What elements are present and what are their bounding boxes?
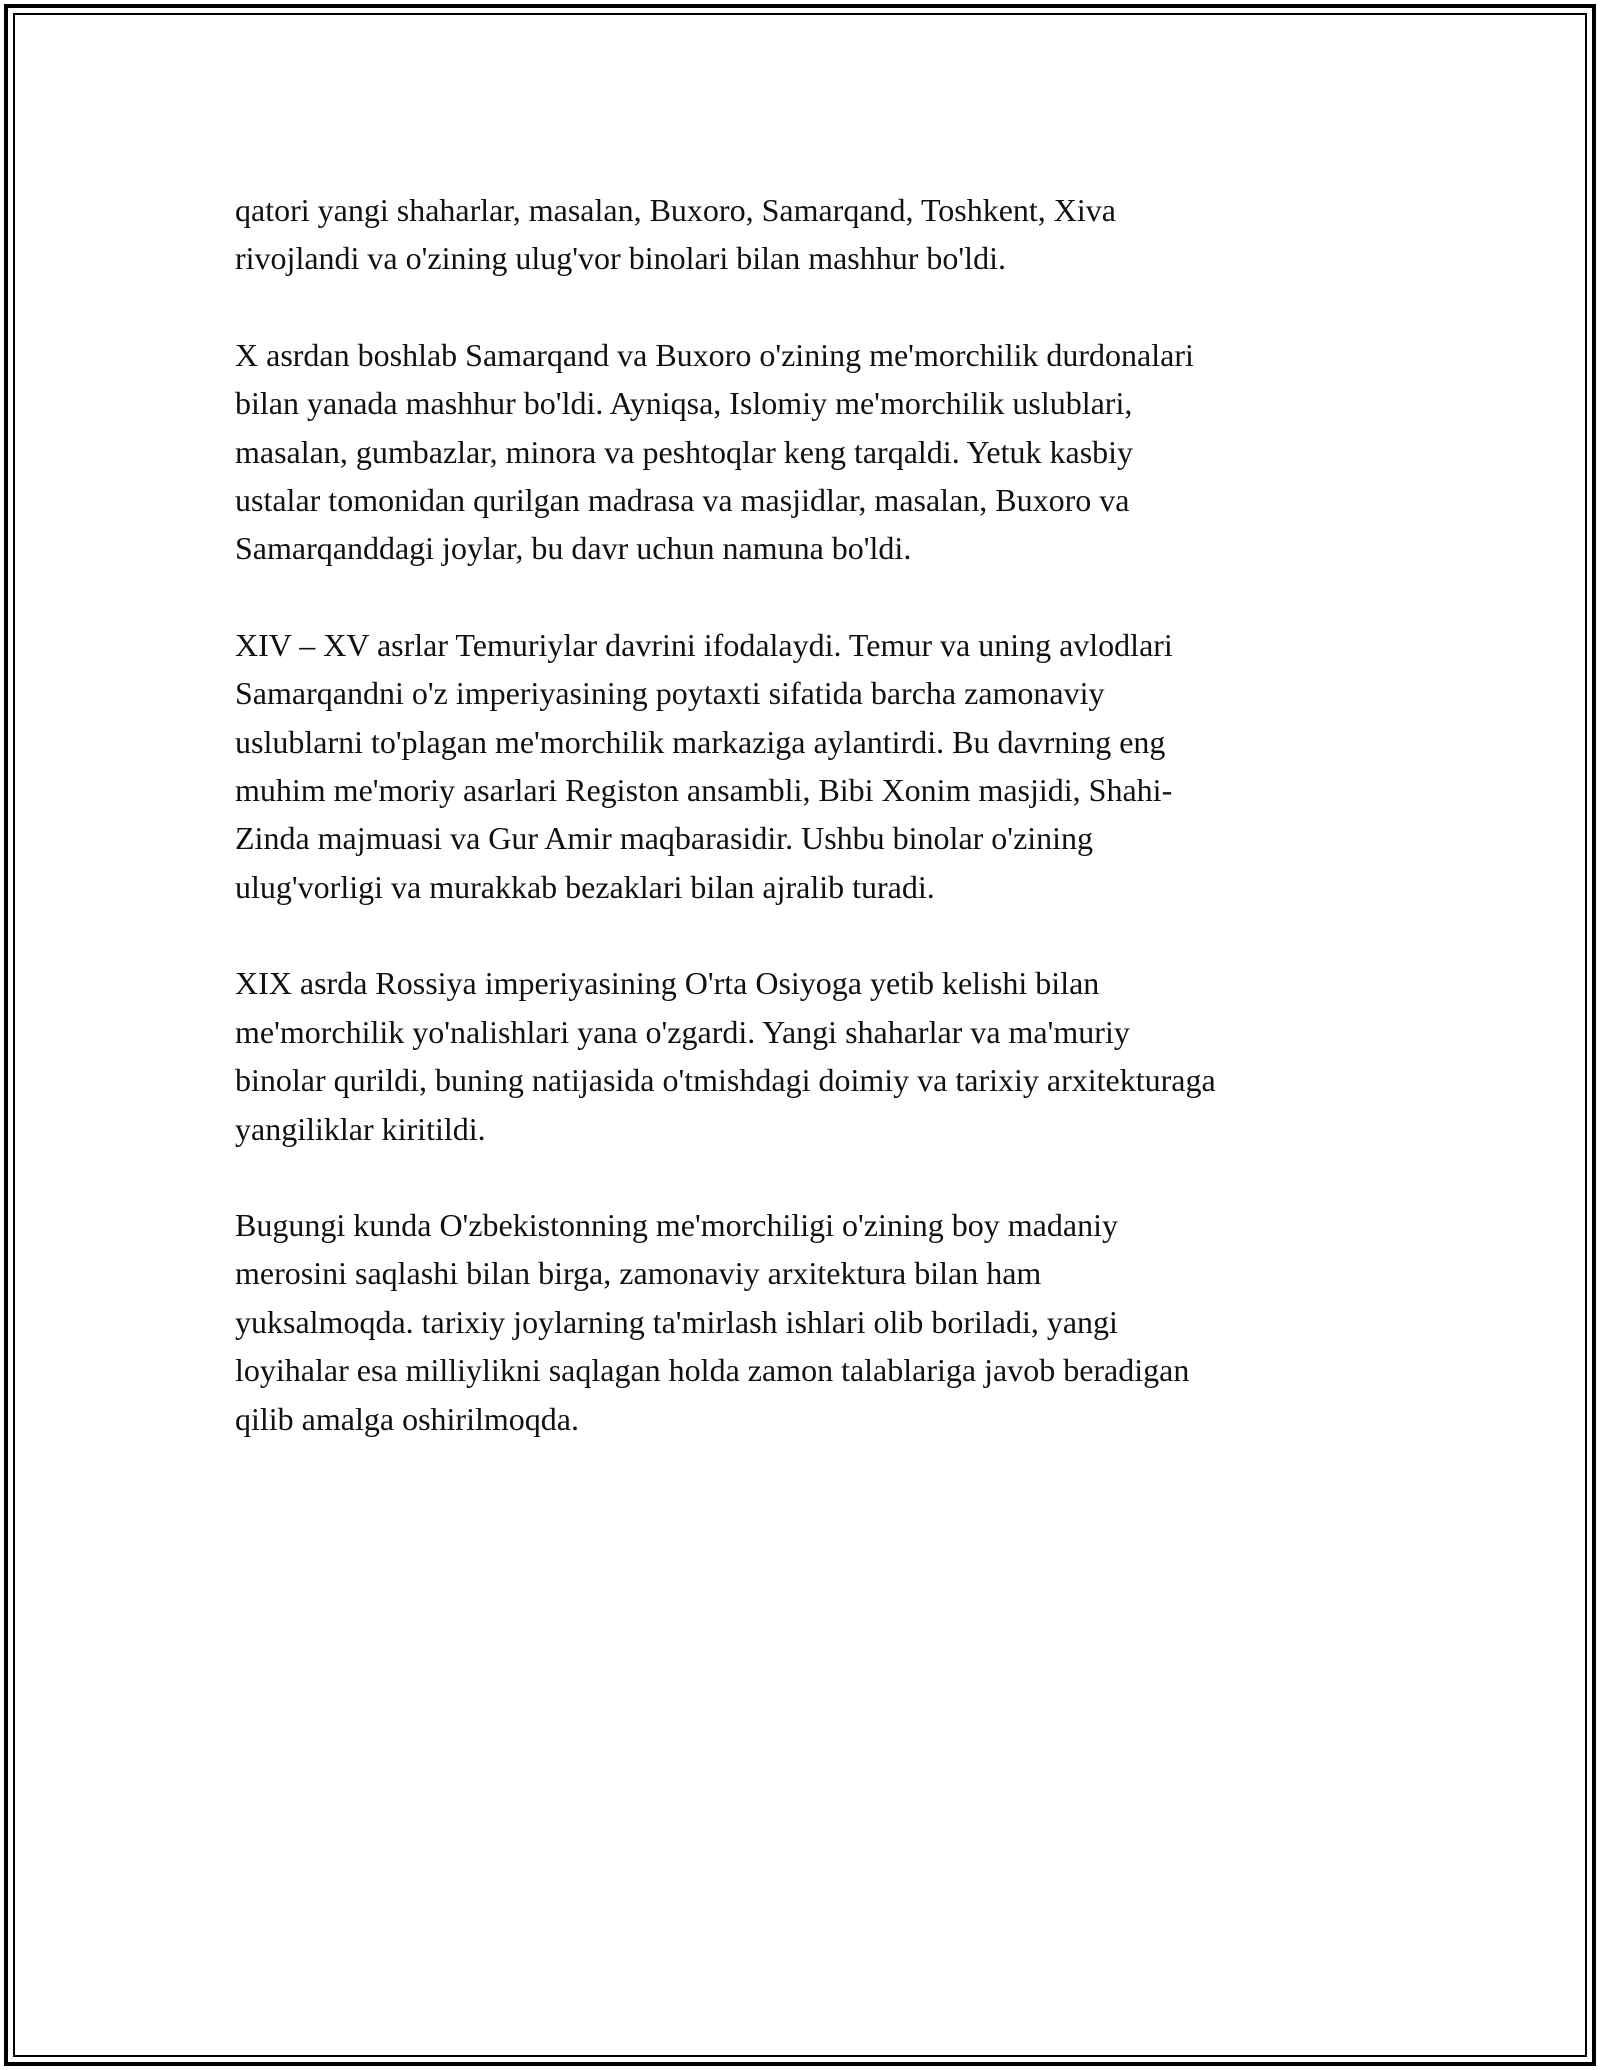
paragraph-nineteenth-century: XIX asrda Rossiya imperiyasining O'rta Osiyoga yetib kelishi bilan me'morchilik yo'nalishlari yana o'zgardi. Yangi shaharlar va ma'muriy binolar qurildi, buning natijasida o'tmishdagi doimiy va tarixiy arxitekturaga yangiliklar kiritildi. (235, 965, 1216, 1147)
paragraph-tenth-century: X asrdan boshlab Samarqand va Buxoro o'zining me'morchilik durdonalari bilan yanada mashhur bo'ldi. Ayniqsa, Islomiy me'morchilik uslublari, masalan, gumbazlar, minora va peshtoqlar keng tarqaldi. Yetuk kasbiy ustalar tomonidan qurilgan madrasa va masjidlar, masalan, Buxoro va Samarqanddagi joylar, bu davr uchun namuna bo'ldi. (235, 336, 1194, 567)
paragraph-timurid-era: XIV – XV asrlar Temuriylar davrini ifodalaydi. Temur va uning avlodlari Samarqandni o'z imperiyasining poytaxti sifatida barcha zamonaviy uslublarni to'plagan me'morchilik markaziga aylantirdi. Bu davrning eng muhim me'moriy asarlari Registon ansambli, Bibi Xonim masjidi, Shahi- Zinda majmuasi va Gur Amir maqbarasidir. Ushbu binolar o'zining ulug'vorligi va murakkab bezaklari bilan ajralib turadi. (235, 626, 1173, 905)
document-body (235, 186, 1375, 1491)
paragraph-cities: qatori yangi shaharlar, masalan, Buxoro, Samarqand, Toshkent, Xiva rivojlandi va o'zining ulug'vor binolari bilan mashhur bo'ldi. (235, 192, 1116, 277)
paragraph-modern-day: Bugungi kunda O'zbekistonning me'morchiligi o'zining boy madaniy merosini saqlashi bilan birga, zamonaviy arxitektura bilan ham yuksalmoqda. tarixiy joylarning ta'mirlash ishlari olib boriladi, yangi loyihalar esa milliylikni saqlagan holda zamon talablariga javob beradigan qilib amalga oshirilmoqda. (235, 1206, 1190, 1437)
